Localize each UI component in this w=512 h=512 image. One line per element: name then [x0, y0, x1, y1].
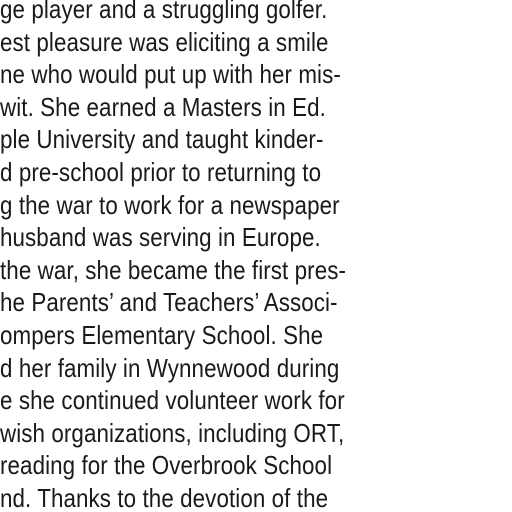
article-line-10: he Parents’ and Teachers’ Associ-	[0, 287, 338, 318]
article-line-2: est pleasure was eliciting a smile	[0, 26, 329, 57]
article-line-16: nd. Thanks to the devotion of the	[0, 482, 329, 512]
article-line-15: reading for the Overbrook School	[0, 450, 333, 481]
article-line-8: husband was serving in Europe.	[0, 222, 321, 253]
article-line-13: e she continued volunteer work for	[0, 385, 345, 416]
article-line-12: d her family in Wynnewood during	[0, 352, 340, 383]
article-line-1: ge player and a struggling golfer.	[0, 0, 328, 24]
article-line-9: the war, she became the first pres-	[0, 254, 347, 285]
article-line-14: wish organizations, including ORT,	[0, 417, 345, 448]
article-line-11: ompers Elementary School. She	[0, 319, 324, 350]
article-line-7: g the war to work for a newspaper	[0, 189, 340, 220]
article-line-3: ne who would put up with her mis-	[0, 59, 341, 90]
article-line-4: wit. She earned a Masters in Ed.	[0, 91, 326, 122]
article-line-6: d pre-school prior to returning to	[0, 156, 322, 187]
article-line-5: ple University and taught kinder-	[0, 124, 324, 155]
